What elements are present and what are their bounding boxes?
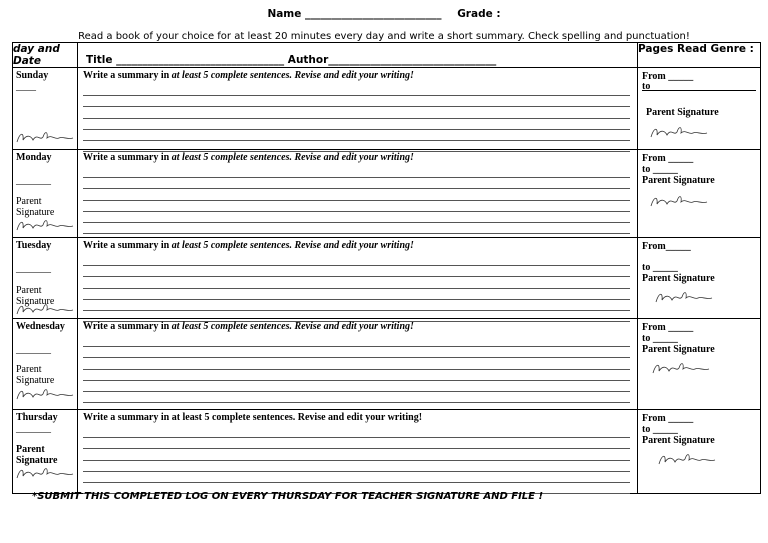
pages-to[interactable]: to bbox=[642, 81, 651, 92]
signature-image bbox=[15, 216, 77, 234]
summary-instruction: Write a summary in at least 5 complete sentences. Revise and edit your writing! bbox=[83, 240, 414, 251]
writing-lines[interactable] bbox=[83, 255, 630, 322]
writing-lines[interactable] bbox=[83, 167, 630, 234]
parent-signature-label: Parent Signature bbox=[16, 285, 55, 307]
pages-to[interactable]: to _____ bbox=[642, 333, 678, 344]
page-header bbox=[0, 8, 768, 20]
date-blank[interactable]: _______ bbox=[16, 344, 51, 355]
parent-signature-label: Parent Signature bbox=[16, 196, 55, 218]
pages-to-line bbox=[642, 90, 756, 91]
submit-notice: *SUBMIT THIS COMPLETED LOG ON EVERY THURSDAY FOR TEACHER SIGNATURE AND FILE ! bbox=[32, 491, 544, 502]
table-row bbox=[13, 68, 761, 150]
parent-signature-label: Parent Signature bbox=[642, 435, 715, 446]
signature-image bbox=[15, 300, 77, 318]
instructions: Read a book of your choice for at least 20 minutes every day and write a short summary. Check spelling and punctuation! bbox=[78, 31, 690, 42]
parent-signature-label: Parent Signature bbox=[642, 175, 715, 186]
signature-image bbox=[15, 385, 77, 403]
day-name: Sunday bbox=[16, 70, 49, 81]
pages-to[interactable]: to _____ bbox=[642, 424, 678, 435]
summary-instruction: Write a summary in at least 5 complete sentences. Revise and edit your writing! bbox=[83, 412, 423, 423]
signature-image bbox=[642, 450, 734, 468]
writing-lines[interactable] bbox=[83, 427, 630, 494]
pages-from[interactable]: From _____ bbox=[642, 322, 694, 333]
summary-instruction: Write a summary in at least 5 complete sentences. Revise and edit your writing! bbox=[83, 70, 414, 81]
signature-image bbox=[15, 128, 77, 146]
table-row bbox=[13, 319, 761, 410]
signature-image bbox=[15, 464, 77, 482]
parent-signature-label: Parent Signature bbox=[16, 444, 58, 466]
day-name: Wednesday bbox=[16, 321, 65, 332]
day-name: Monday bbox=[16, 152, 52, 163]
parent-signature-label: Parent Signature bbox=[16, 364, 55, 386]
date-blank[interactable]: _______ bbox=[16, 263, 51, 274]
summary-instruction: Write a summary in at least 5 complete sentences. Revise and edit your writing! bbox=[83, 152, 414, 163]
writing-lines[interactable] bbox=[83, 85, 630, 152]
signature-image bbox=[642, 288, 728, 306]
col-header-pages-genre: Pages Read Genre : bbox=[638, 43, 761, 68]
parent-signature-label: Parent Signature bbox=[646, 107, 719, 118]
table-row bbox=[13, 238, 761, 319]
pages-from[interactable]: From_____ bbox=[642, 241, 691, 252]
table-row bbox=[13, 410, 761, 494]
day-name: Thursday bbox=[16, 412, 58, 423]
col-header-title-author[interactable]: Title ________________________________ Author________________________________ bbox=[86, 54, 497, 66]
pages-from[interactable]: From _____ bbox=[642, 153, 694, 164]
date-blank[interactable]: ____ bbox=[16, 81, 36, 92]
signature-image bbox=[642, 359, 722, 377]
pages-to[interactable]: to _____ bbox=[642, 164, 678, 175]
pages-from[interactable]: From _____ bbox=[642, 413, 694, 424]
grade-field-label[interactable]: Grade : bbox=[457, 8, 501, 20]
col-header-day-date: day and Date bbox=[13, 43, 78, 68]
pages-to[interactable]: to _____ bbox=[642, 262, 678, 273]
reading-log-table bbox=[12, 42, 761, 494]
pages-from[interactable]: From _____ bbox=[642, 71, 694, 82]
day-name: Tuesday bbox=[16, 240, 52, 251]
writing-lines[interactable] bbox=[83, 336, 630, 403]
signature-image bbox=[642, 192, 718, 210]
parent-signature-label: Parent Signature bbox=[642, 273, 715, 284]
summary-instruction: Write a summary in at least 5 complete sentences. Revise and edit your writing! bbox=[83, 321, 414, 332]
parent-signature-label: Parent Signature bbox=[642, 344, 715, 355]
signature-image bbox=[642, 123, 718, 141]
table-row bbox=[13, 150, 761, 238]
date-blank[interactable]: _______ bbox=[16, 175, 51, 186]
date-blank[interactable]: _______ bbox=[16, 423, 51, 434]
name-field-label[interactable]: Name __________________________ bbox=[267, 8, 442, 20]
